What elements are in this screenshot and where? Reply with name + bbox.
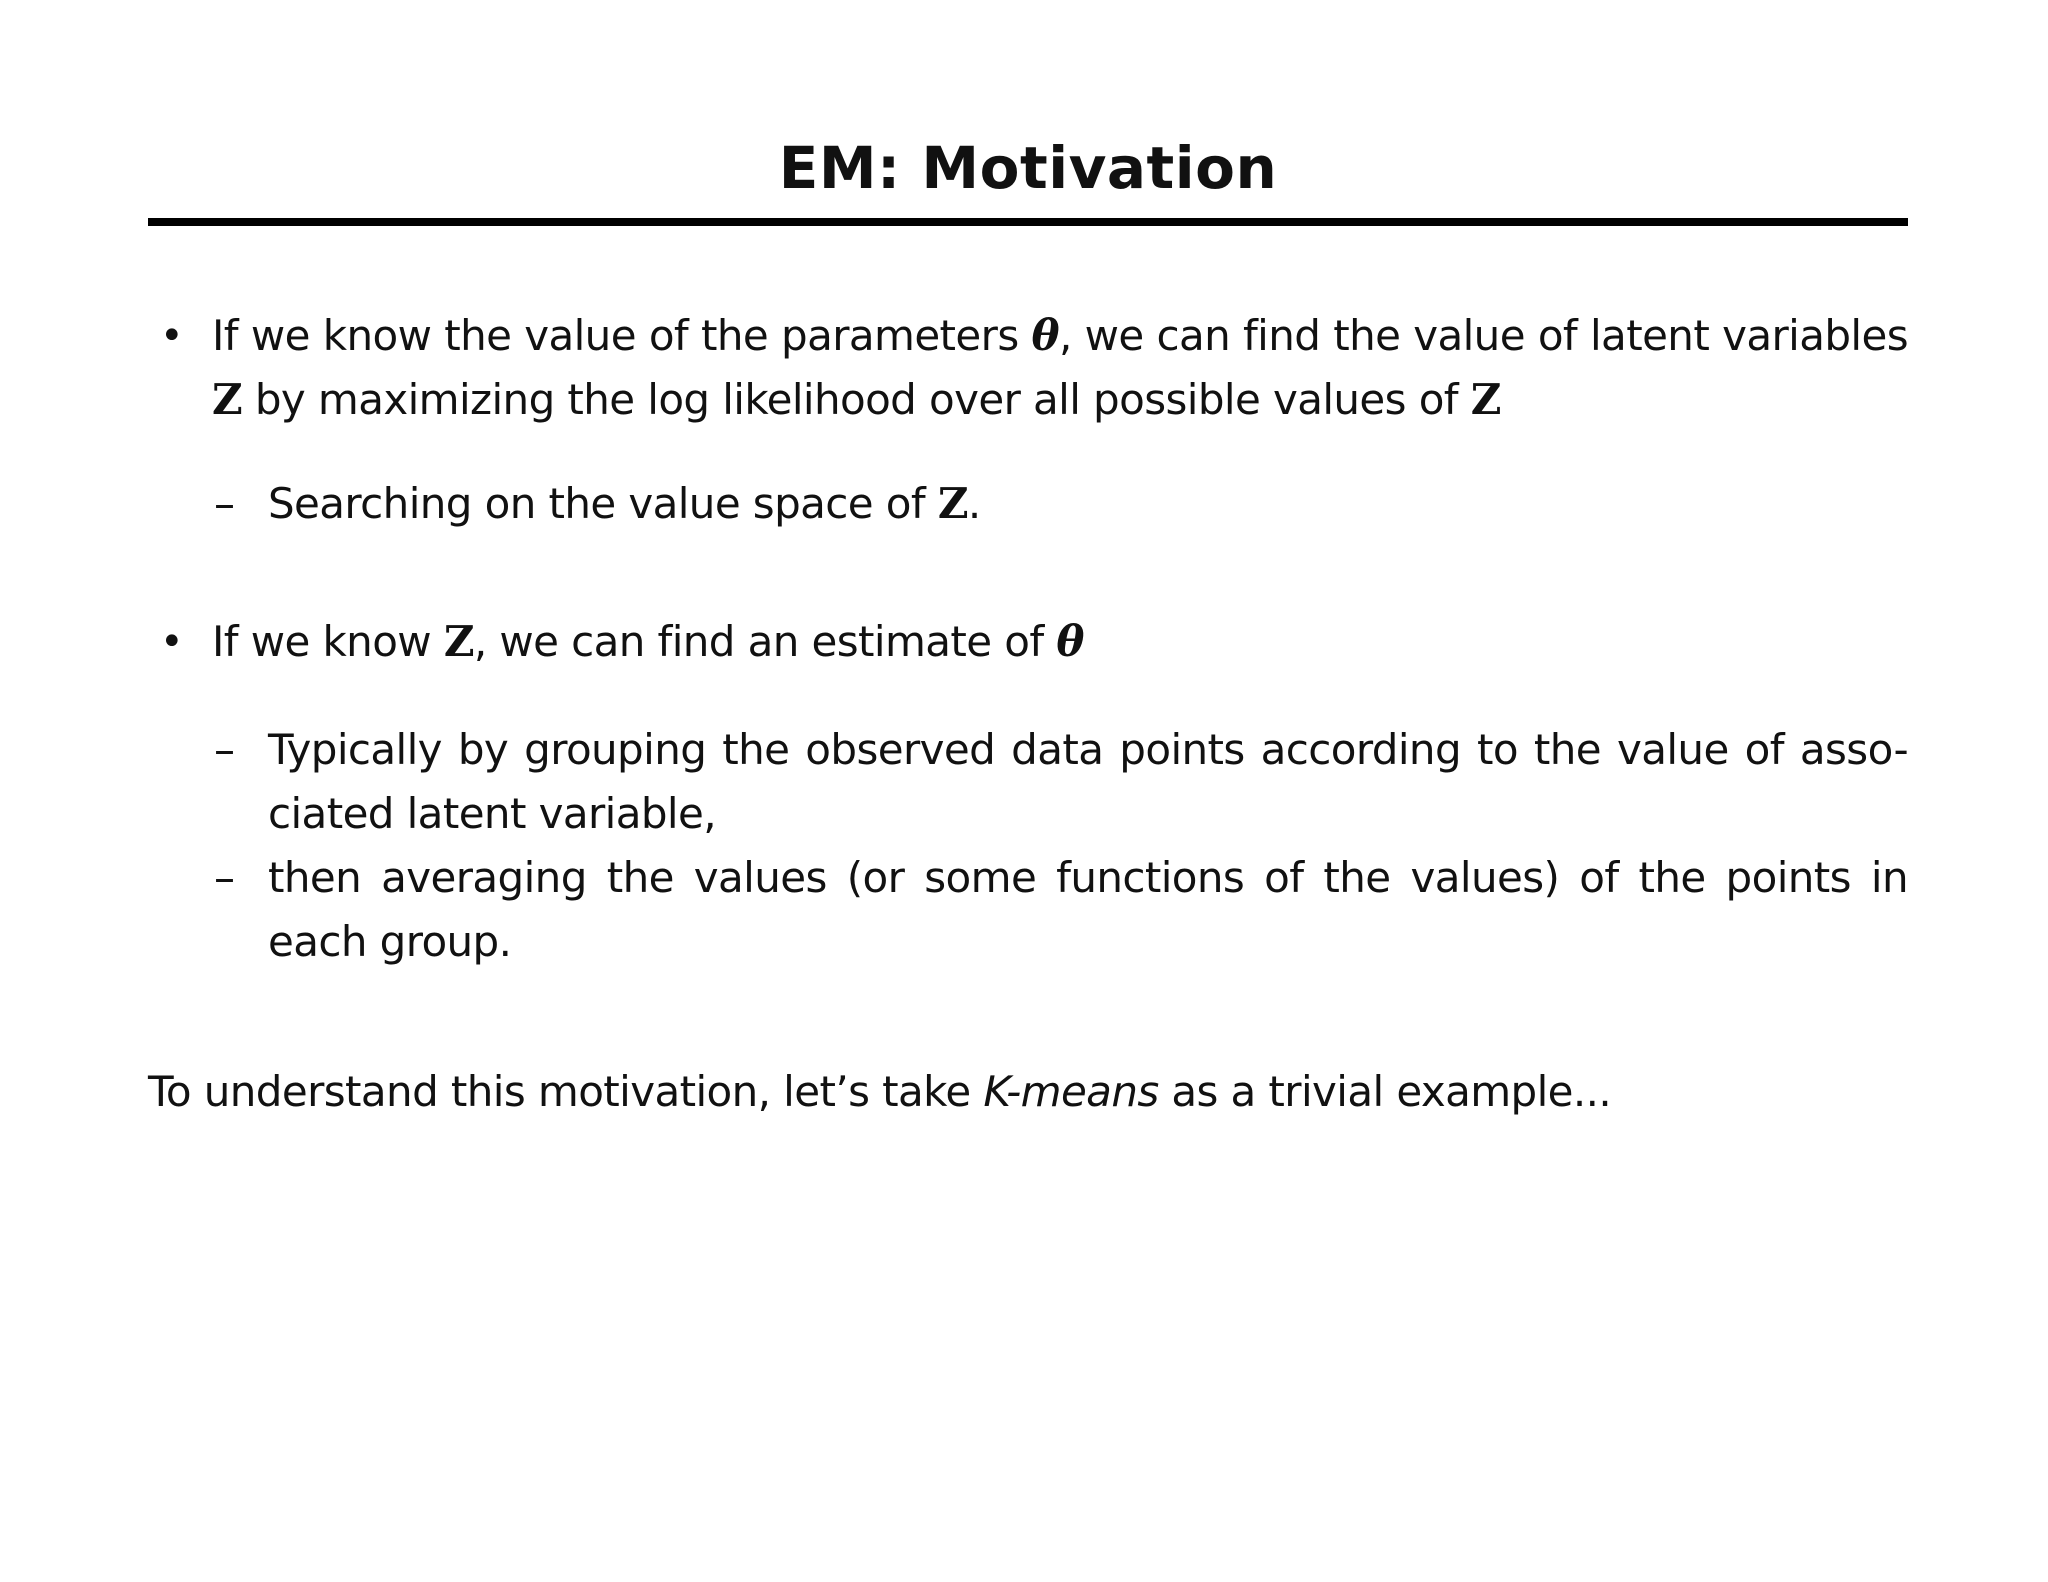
sub-2-1-text: Typically by grouping the observed data points according to the value of asso- ciated latent variable, xyxy=(268,725,1908,838)
sub-2-1-marker: – xyxy=(214,725,235,774)
z-symbol: Z xyxy=(1470,375,1501,424)
bullet-2-marker: • xyxy=(160,619,183,665)
k-means-term: K-means xyxy=(983,1067,1159,1116)
bullet-1-line-2: Z by maximizing the log likelihood over all possible values of Z xyxy=(212,375,1501,424)
sub-1-1-marker: – xyxy=(214,479,235,528)
bullet-1-marker: • xyxy=(160,313,183,359)
z-symbol: Z xyxy=(937,479,968,528)
bullet-1-line-1: If we know the value of the parameters θ, we can find the value of latent variables xyxy=(212,311,1908,360)
slide-title: EM: Motivation xyxy=(778,134,1278,202)
title-rule xyxy=(148,218,1908,226)
sub-2-2-text: then averaging the values (or some functions of the values) of the points in each group. xyxy=(268,853,1908,966)
z-symbol: Z xyxy=(443,617,474,666)
z-symbol: Z xyxy=(212,375,243,424)
bullet-2-text: If we know Z, we can find an estimate of θ xyxy=(212,617,1084,666)
theta-symbol: θ xyxy=(1031,311,1059,360)
sub-2-2-marker: – xyxy=(214,853,235,902)
bullet-1-text xyxy=(212,304,1908,432)
sub-1-1-text: Searching on the value space of Z. xyxy=(268,479,981,528)
theta-symbol: θ xyxy=(1056,617,1084,666)
closing-text: To understand this motivation, let’s take K-means as a trivial example... xyxy=(148,1067,1612,1116)
